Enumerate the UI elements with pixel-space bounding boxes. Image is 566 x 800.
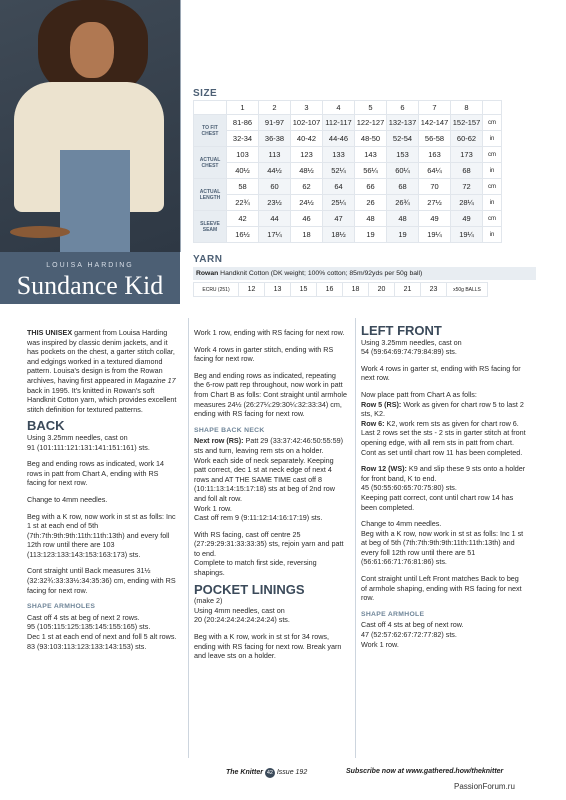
intro-paragraph xyxy=(27,328,177,414)
size-cell: 58 xyxy=(227,179,259,195)
photo-divider xyxy=(180,0,181,252)
size-cell: 81-86 xyxy=(227,115,259,131)
size-unit: cm xyxy=(483,147,502,163)
front-armhole-instruction: Cast off 4 sts at beg of next row. xyxy=(361,620,464,630)
front-instruction: Last 2 rows set the sts - 2 sts in garter stitch at front opening edge, with all rem sts in patt from chart. xyxy=(361,428,526,447)
size-cell: 102-107 xyxy=(291,115,323,131)
size-cell: 64¼ xyxy=(419,163,451,179)
front-armhole-instruction: Work 1 row. xyxy=(361,639,399,649)
size-cell: 60 xyxy=(259,179,291,195)
yarn-ball-count: 16 xyxy=(317,283,343,297)
size-row-label: ACTUAL LENGTH xyxy=(194,179,227,211)
size-number: 6 xyxy=(387,101,419,115)
magazine-name: The Knitter xyxy=(226,769,263,776)
neck-instruction: Cast off rem 9 (9:11:12:14:16:17:19) sts. xyxy=(194,513,323,523)
front-armhole-instruction: 47 (52:57:62:67:72:77:82) sts. xyxy=(361,630,457,640)
front-instruction: 45 (50:55:60:65:70:75:80) sts. xyxy=(361,483,457,493)
size-cell: 49 xyxy=(419,211,451,227)
size-unit: in xyxy=(483,131,502,147)
back-instruction: Work 1 row, ending with RS facing for next row. xyxy=(194,328,345,337)
back-instruction: Beg with a K row, now work in st st as folls: Inc 1 st at each end of 5th (7th:7th:9th:9th:11th:11th:13th) and every foll 12th row until there are 103 (113:123:133:143:153:163:173) sts. xyxy=(27,511,176,559)
size-cell: 56-58 xyxy=(419,131,451,147)
size-number: 2 xyxy=(259,101,291,115)
size-cell: 142-147 xyxy=(419,115,451,131)
armhole-instruction: Cast off 4 sts at beg of next 2 rows. xyxy=(27,612,140,622)
size-cell: 27½ xyxy=(419,195,451,211)
size-unit: cm xyxy=(483,179,502,195)
page-number: 42 xyxy=(266,770,273,776)
armhole-instruction: 95 (105:115:125:135:145:155:165) sts. xyxy=(27,622,151,632)
column-divider xyxy=(188,318,189,758)
size-cell: 60-62 xyxy=(451,131,483,147)
back-neck-heading: SHAPE BACK NECK xyxy=(194,426,265,434)
size-cell: 23½ xyxy=(259,195,291,211)
size-cell: 19¼ xyxy=(419,227,451,243)
size-cell: 143 xyxy=(355,147,387,163)
front-instruction: Work 4 rows in garter st, ending with RS facing for next row. xyxy=(361,363,521,383)
subscribe-link[interactable]: Subscribe now at www.gathered.how/theknitter xyxy=(346,768,504,775)
size-cell: 132-137 xyxy=(387,115,419,131)
yarn-shade: ECRU (251) xyxy=(194,283,239,297)
front-instruction xyxy=(361,464,526,483)
yarn-ball-count: 21 xyxy=(395,283,421,297)
size-cell: 18½ xyxy=(323,227,355,243)
size-cell: 19 xyxy=(355,227,387,243)
front-instruction xyxy=(361,400,526,419)
front-instruction: Change to 4mm needles. xyxy=(361,519,442,529)
model-photo xyxy=(0,0,180,252)
designer-name: LOUISA HARDING xyxy=(46,262,134,269)
size-corner xyxy=(194,101,227,115)
neck-instruction-text: Patt 29 (33:37:42:46:50:55:59) sts and turn, leaving rem sts on a holder. xyxy=(194,436,344,455)
pocket-instruction: (make 2) xyxy=(194,596,223,606)
yarn-ball-count: 13 xyxy=(265,283,291,297)
armhole-heading: SHAPE ARMHOLES xyxy=(27,603,96,611)
size-cell: 19¼ xyxy=(451,227,483,243)
front-instruction-text: K9 and slip these 9 sts onto a holder for front band, K to end. xyxy=(361,464,526,483)
yarn-brand: Rowan xyxy=(196,270,219,277)
size-cell: 25¼ xyxy=(323,195,355,211)
back-instruction: Beg and ending rows as indicated, work 14 rows in patt from Chart A, ending with RS facing for next row. xyxy=(27,459,165,488)
size-number: 8 xyxy=(451,101,483,115)
front-instruction-text: Work as given for chart row 5 to last 2 sts, K2. xyxy=(361,399,524,419)
neck-instruction: Work each side of neck separately. Keeping patt correct, dec 1 st at neck edge of next 4 rows and AT THE SAME TIME cast off 8 (10:11:13:14:15:17:18) sts at beg of 2nd row and foll alt row. xyxy=(194,455,335,503)
front-instruction: 54 (59:64:69:74:79:84:89) sts. xyxy=(361,347,457,357)
issue-number: Issue 192 xyxy=(276,769,308,776)
intro-text: garment from Louisa Harding was inspired by classic denim jackets, and it has pockets on the chest, a garter stitch collar, and edgings worked in a textured diamond pattern. Louisa's design is from the Rowan archives, having first appeared in xyxy=(27,328,175,385)
size-number: 4 xyxy=(323,101,355,115)
size-cell: 48-50 xyxy=(355,131,387,147)
watermark: PassionForum.ru xyxy=(454,782,515,791)
size-cell: 64 xyxy=(323,179,355,195)
row-label: Row 5 (RS): xyxy=(361,399,402,409)
column-1 xyxy=(27,328,177,651)
armhole-instruction: 83 (93:103:113:123:133:143:153) sts. xyxy=(27,641,147,651)
neck-instruction: With RS facing, cast off centre 25 (27:29:29:31:33:33:35) sts, rejoin yarn and patt to end. xyxy=(194,529,344,558)
size-row-label: SLEEVE SEAM xyxy=(194,211,227,243)
size-cell: 40-42 xyxy=(291,131,323,147)
back-instruction: Work 4 rows in garter stitch, ending with RS facing for next row. xyxy=(194,344,334,364)
neck-instruction: Complete to match first side, reversing shapings. xyxy=(194,558,317,578)
size-cell: 44½ xyxy=(259,163,291,179)
size-cell: 52¼ xyxy=(323,163,355,179)
size-number: 5 xyxy=(355,101,387,115)
size-unit: cm xyxy=(483,211,502,227)
size-cell: 47 xyxy=(323,211,355,227)
size-cell: 22¾ xyxy=(227,195,259,211)
size-cell: 44-46 xyxy=(323,131,355,147)
size-cell: 26 xyxy=(355,195,387,211)
left-front-heading: LEFT FRONT xyxy=(361,323,442,338)
size-cell: 19 xyxy=(387,227,419,243)
yarn-description xyxy=(193,267,536,280)
size-cell: 26¾ xyxy=(387,195,419,211)
back-instruction: Beg and ending rows as indicated, repeating the 6-row patt rep throughout, now work in patt from Chart B as folls: Cont straight until armhole measures 24½ (26:27¼:29:30¼:32:33:34) cm, ending with RS facing for next row. xyxy=(194,370,347,419)
yarn-ball-count: 18 xyxy=(343,283,369,297)
intro-lead: THIS UNISEX xyxy=(27,328,73,337)
size-unit-corner xyxy=(483,101,502,115)
size-cell: 123 xyxy=(291,147,323,163)
row-label: Next row (RS): xyxy=(194,436,244,446)
yarn-spec: Handknit Cotton (DK weight; 100% cotton; 85m/92yds per 50g ball) xyxy=(218,270,423,277)
size-cell: 16½ xyxy=(227,227,259,243)
size-unit: in xyxy=(483,195,502,211)
size-row-label: ACTUAL CHEST xyxy=(194,147,227,179)
size-number: 3 xyxy=(291,101,323,115)
photo-stool xyxy=(10,226,70,238)
size-table xyxy=(193,100,502,243)
size-cell: 36-38 xyxy=(259,131,291,147)
size-cell: 56¼ xyxy=(355,163,387,179)
size-cell: 103 xyxy=(227,147,259,163)
yarn-heading: YARN xyxy=(193,254,223,265)
pocket-instruction: Beg with a K row, work in st st for 34 rows, ending with RS facing for next row. Break yarn and leave sts on a holder. xyxy=(194,632,342,661)
size-cell: 28¼ xyxy=(451,195,483,211)
size-cell: 52-54 xyxy=(387,131,419,147)
size-cell: 42 xyxy=(227,211,259,227)
back-instruction: Using 3.25mm needles, cast on xyxy=(27,432,128,442)
pocket-instruction: Using 4mm needles, cast on xyxy=(194,605,285,615)
front-instruction: Now place patt from Chart A as folls: xyxy=(361,389,477,399)
size-cell: 48½ xyxy=(291,163,323,179)
size-number: 7 xyxy=(419,101,451,115)
size-cell: 40½ xyxy=(227,163,259,179)
neck-instruction: Work 1 row. xyxy=(194,503,232,513)
column-2 xyxy=(194,328,347,668)
size-unit: in xyxy=(483,163,502,179)
front-instruction-text: K2, work rem sts as given for chart row 6. xyxy=(384,418,519,428)
size-cell: 48 xyxy=(387,211,419,227)
size-cell: 60¼ xyxy=(387,163,419,179)
size-cell: 112-117 xyxy=(323,115,355,131)
size-heading: SIZE xyxy=(193,88,218,99)
front-instruction xyxy=(361,419,526,429)
size-cell: 48 xyxy=(355,211,387,227)
yarn-unit: x50g BALLS xyxy=(447,283,488,297)
intro-magazine: Magazine 17 xyxy=(134,375,176,385)
row-label: Row 12 (WS): xyxy=(361,464,407,474)
size-cell: 24½ xyxy=(291,195,323,211)
front-instruction: Keeping patt correct, cont until chart row 14 has been completed. xyxy=(361,492,514,512)
size-unit: cm xyxy=(483,115,502,131)
size-cell: 133 xyxy=(323,147,355,163)
column-divider xyxy=(355,318,356,758)
size-cell: 72 xyxy=(451,179,483,195)
size-cell: 46 xyxy=(291,211,323,227)
pocket-instruction: 20 (20:24:24:24:24:24:24) sts. xyxy=(194,615,290,625)
size-cell: 153 xyxy=(387,147,419,163)
size-cell: 173 xyxy=(451,147,483,163)
front-armhole-heading: SHAPE ARMHOLE xyxy=(361,610,425,618)
pocket-linings-heading: POCKET LININGS xyxy=(194,581,305,597)
size-cell: 122-127 xyxy=(355,115,387,131)
yarn-ball-count: 15 xyxy=(291,283,317,297)
row-label: Row 6: xyxy=(361,418,385,428)
size-cell: 91-97 xyxy=(259,115,291,131)
size-cell: 152-157 xyxy=(451,115,483,131)
size-cell: 163 xyxy=(419,147,451,163)
front-instruction: Cont straight until Left Front matches Back to beg of armhole shaping, ending with RS facing for next row. xyxy=(361,574,522,603)
front-instruction: Using 3.25mm needles, cast on xyxy=(361,337,462,347)
size-number: 1 xyxy=(227,101,259,115)
size-cell: 70 xyxy=(419,179,451,195)
back-instruction: 91 (101:111:121:131:141:151:161) sts. xyxy=(27,442,150,452)
size-cell: 68 xyxy=(387,179,419,195)
front-instruction: Beg with a K row, now work in st st as folls: Inc 1 st at beg of 5th (7th:7th:9th:9th:11th:11th:13th) and every foll 12th row until there are 51 (56:61:66:71:76:81:86) sts. xyxy=(361,528,524,567)
yarn-table xyxy=(193,282,488,297)
back-instruction: Change to 4mm needles. xyxy=(27,494,108,504)
size-cell: 32-34 xyxy=(227,131,259,147)
armhole-instruction: Dec 1 st at each end of next and foll 5 alt rows. xyxy=(27,632,177,642)
photo-jeans xyxy=(60,150,130,252)
size-cell: 113 xyxy=(259,147,291,163)
page-footer xyxy=(226,768,307,778)
size-cell: 66 xyxy=(355,179,387,195)
size-cell: 18 xyxy=(291,227,323,243)
column-3 xyxy=(361,323,526,649)
yarn-ball-count: 12 xyxy=(239,283,265,297)
size-cell: 17¼ xyxy=(259,227,291,243)
back-heading: BACK xyxy=(27,418,65,434)
size-cell: 44 xyxy=(259,211,291,227)
size-row-label: TO FIT CHEST xyxy=(194,115,227,147)
back-instruction: Cont straight until Back measures 31½ (32:32¾:33:33½:34:35:36) cm, ending with RS facing for next row. xyxy=(27,566,176,595)
neck-instruction xyxy=(194,436,347,455)
size-cell: 68 xyxy=(451,163,483,179)
title-banner xyxy=(0,252,180,304)
pattern-title: Sundance Kid xyxy=(16,271,164,300)
yarn-ball-count: 23 xyxy=(421,283,447,297)
size-cell: 62 xyxy=(291,179,323,195)
yarn-ball-count: 20 xyxy=(369,283,395,297)
size-cell: 49 xyxy=(451,211,483,227)
size-unit: in xyxy=(483,227,502,243)
front-instruction: Cont as set until chart row 11 has been completed. xyxy=(361,447,523,457)
photo-face xyxy=(70,22,114,78)
intro-text-end: back in 1995. It's knitted in Rowan's soft Handknit Cotton yarn, which provides excellent stitch definition for textured patterns. xyxy=(27,385,177,414)
